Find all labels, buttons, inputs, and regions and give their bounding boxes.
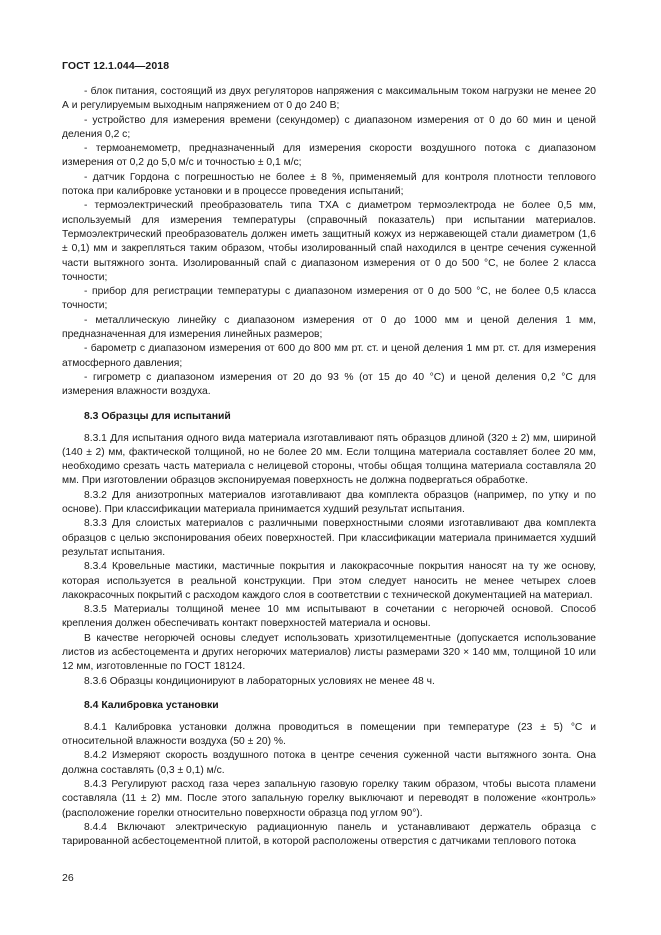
list-item: - металлическую линейку с диапазоном измерения от 0 до 1000 мм и ценой деления 1 мм, предназначенная для измерения линейных размеров;	[62, 314, 596, 341]
section-8-4-body	[62, 721, 596, 850]
page-number: 26	[62, 872, 74, 884]
paragraph: В качестве негорючей основы следует использовать хризотилцементные (допускается использование листов из асбестоцемента и других негорючих материалов) листы размерами 320 × 140 мм, толщиной 10 или 12 мм, изготовленные по ГОСТ 18124.	[62, 632, 596, 673]
document-header: ГОСТ 12.1.044—2018	[62, 60, 170, 72]
paragraph: 8.3.5 Материалы толщиной менее 10 мм испытывают в сочетании с негорючей основой. Способ крепления должен обеспечивать контакт поверхностей материала и основы.	[62, 604, 596, 630]
list-item: - термоанемометр, предназначенный для измерения скорости воздушного потока с диапазоном измерения от 0,2 до 5,0 м/с и точностью ± 0,1 м/с;	[62, 143, 596, 169]
paragraph: 8.4.4 Включают электрическую радиационную панель и устанавливают держатель образца с тарированной асбестоцементной плитой, в которой расположены отверстия с датчиками теплового потока	[62, 821, 596, 848]
equipment-list	[62, 85, 596, 400]
paragraph: 8.3.6 Образцы кондиционируют в лабораторных условиях не менее 48 ч.	[84, 675, 435, 687]
list-item: - блок питания, состоящий из двух регуляторов напряжения с максимальным током нагрузки не менее 20 А и регулируемым выходным напряжением от 0 до 240 В;	[62, 86, 596, 112]
section-heading-8-3: 8.3 Образцы для испытаний	[84, 410, 231, 422]
paragraph: 8.4.1 Калибровка установки должна проводиться в помещении при температуре (23 ± 5) °С и относительной влажности воздуха (50 ± 20) %.	[62, 721, 596, 748]
section-heading-8-4: 8.4 Калибровка установки	[84, 699, 219, 711]
section-8-3-body	[62, 432, 596, 689]
paragraph: 8.3.2 Для анизотропных материалов изготавливают два комплекта образцов (например, по утку и по основе). При классификации материала принимается худший результат испытания.	[62, 489, 596, 516]
paragraph: 8.3.4 Кровельные мастики, мастичные покрытия и лакокрасочные покрытия наносят на ту же основу, которая используется в реальной конструкции. При этом следует наносить не менее четырех слоев лакокрасочных покрытий с расходом каждого слоя в соответствии с технической документацией на материал.	[62, 561, 596, 601]
list-item: - датчик Гордона с погрешностью не более ± 8 %, применяемый для контроля плотности теплового потока при калибровке установки и в процессе проведения испытаний;	[62, 171, 596, 198]
list-item: - термоэлектрический преобразователь типа ТХА с диаметром термоэлектрода не более 0,5 мм, используемый для измерения температуры (справочный показатель) при испытании материалов. Термоэлектрический преобразователь должен иметь защитный кожух из нержавеющей стали диаметром (1,6 ± 0,1) мм и закрепляться таким образом, чтобы изолированный спай находился в центре сечения суженной части вытяжного зонта. Изолированный спай с диапазоном измерения от 0 до 500 °С, не более 2 класса точности;	[62, 200, 596, 283]
paragraph: 8.3.3 Для слоистых материалов с различными поверхностными слоями изготавливают два комплекта образцов с целью экспонирования обеих поверхностей. При классификации материала принимается худший результат испытания.	[62, 518, 596, 558]
paragraph: 8.3.1 Для испытания одного вида материала изготавливают пять образцов длиной (320 ± 2) мм, шириной (140 ± 2) мм, фактической толщиной, но не более 20 мм. Если толщина материала составляет более 20 мм, необходимо срезать часть материала с нелицевой стороны, чтобы общая толщина материала составляла 20 мм. При изготовлении образцов экспонируемая поверхность не должна подвергаться обработке.	[62, 432, 596, 487]
list-item: - барометр с диапазоном измерения от 600 до 800 мм рт. ст. и ценой деления 1 мм рт. ст. для измерения атмосферного давления;	[62, 343, 596, 369]
list-item: - устройство для измерения времени (секундомер) с диапазоном измерения от 0 до 60 мин и ценой деления 0,2 с;	[62, 114, 596, 140]
page-body	[62, 85, 596, 850]
list-item: - прибор для регистрации температуры с диапазоном измерения от 0 до 500 °С, не более 0,5 класса точности;	[62, 286, 596, 312]
list-item: - гигрометр с диапазоном измерения от 20 до 93 % (от 15 до 40 °С) и ценой деления 0,2 °С для измерения влажности воздуха.	[62, 371, 596, 398]
paragraph: 8.4.3 Регулируют расход газа через запальную газовую горелку таким образом, чтобы высота пламени составляла (11 ± 2) мм. После этого запальную горелку выключают и переводят в положение «контроль» (расположение горелки относительно поверхности образца под углом 90°).	[62, 779, 596, 819]
paragraph: 8.4.2 Измеряют скорость воздушного потока в центре сечения суженной части вытяжного зонта. Она должна составлять (0,3 ± 0,1) м/с.	[62, 750, 596, 776]
